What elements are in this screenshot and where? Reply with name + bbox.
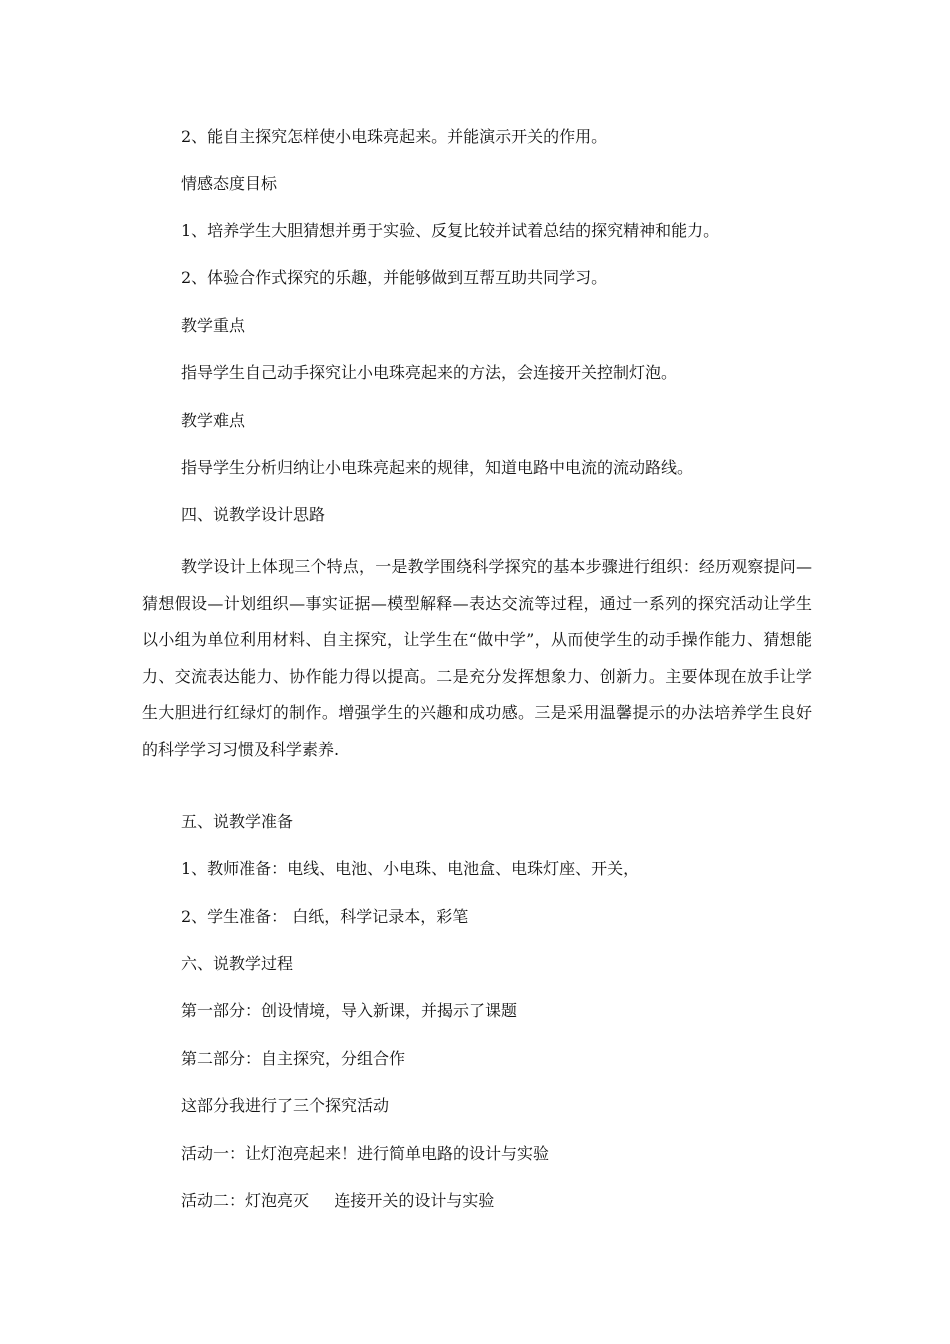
activity-1: 活动一：让灯泡亮起来！进行简单电路的设计与实验 <box>181 1144 550 1163</box>
emotion-goal-1: 1、培养学生大胆猜想并勇于实验、反复比较并试着总结的探究精神和能力。 <box>181 221 720 240</box>
process-part-1: 第一部分：创设情境，导入新课，并揭示了课题 <box>181 1001 518 1020</box>
section-heading-key-points: 教学重点 <box>181 316 246 335</box>
teacher-preparation: 1、教师准备：电线、电池、小电珠、电池盒、电珠灯座、开关， <box>181 859 640 878</box>
section-heading-preparation: 五、说教学准备 <box>181 812 294 831</box>
difficulties-text: 指导学生分析归纳让小电珠亮起来的规律，知道电路中电流的流动路线。 <box>181 458 694 477</box>
emotion-goal-2: 2、体验合作式探究的乐趣，并能够做到互帮互助共同学习。 <box>181 268 608 287</box>
design-ideas-paragraph: 教学设计上体现三个特点，一是教学围绕科学探究的基本步骤进行组织：经历观察提问—猜想假设—计划组织—事实证据—模型解释—表达交流等过程，通过一系列的探究活动让学生以小组为单位利用材料、自主探究，让学生在“做中学”，从而使学生的动手操作能力、猜想能力、交流表达能力、协作能力得以提高。二是充分发挥想象力、创新力。主要体现在放手让学生大胆进行红绿灯的制作。增强学生的兴趣和成功感。三是采用温馨提示的办法培养学生良好的科学学习习惯及科学素养. <box>142 557 812 759</box>
section-heading-design-ideas: 四、说教学设计思路 <box>181 505 326 524</box>
activities-intro: 这部分我进行了三个探究活动 <box>181 1096 390 1115</box>
objective-line-2: 2、能自主探究怎样使小电珠亮起来。并能演示开关的作用。 <box>181 127 608 146</box>
process-part-2: 第二部分：自主探究，分组合作 <box>181 1049 406 1068</box>
activity-2: 活动二：灯泡亮灭 连接开关的设计与实验 <box>181 1191 495 1210</box>
section-heading-emotion-goals: 情感态度目标 <box>181 174 278 193</box>
section-heading-process: 六、说教学过程 <box>181 954 294 973</box>
section-heading-difficulties: 教学难点 <box>181 411 246 430</box>
key-points-text: 指导学生自己动手探究让小电珠亮起来的方法，会连接开关控制灯泡。 <box>181 363 678 382</box>
student-preparation: 2、学生准备： 白纸，科学记录本，彩笔 <box>181 907 469 926</box>
